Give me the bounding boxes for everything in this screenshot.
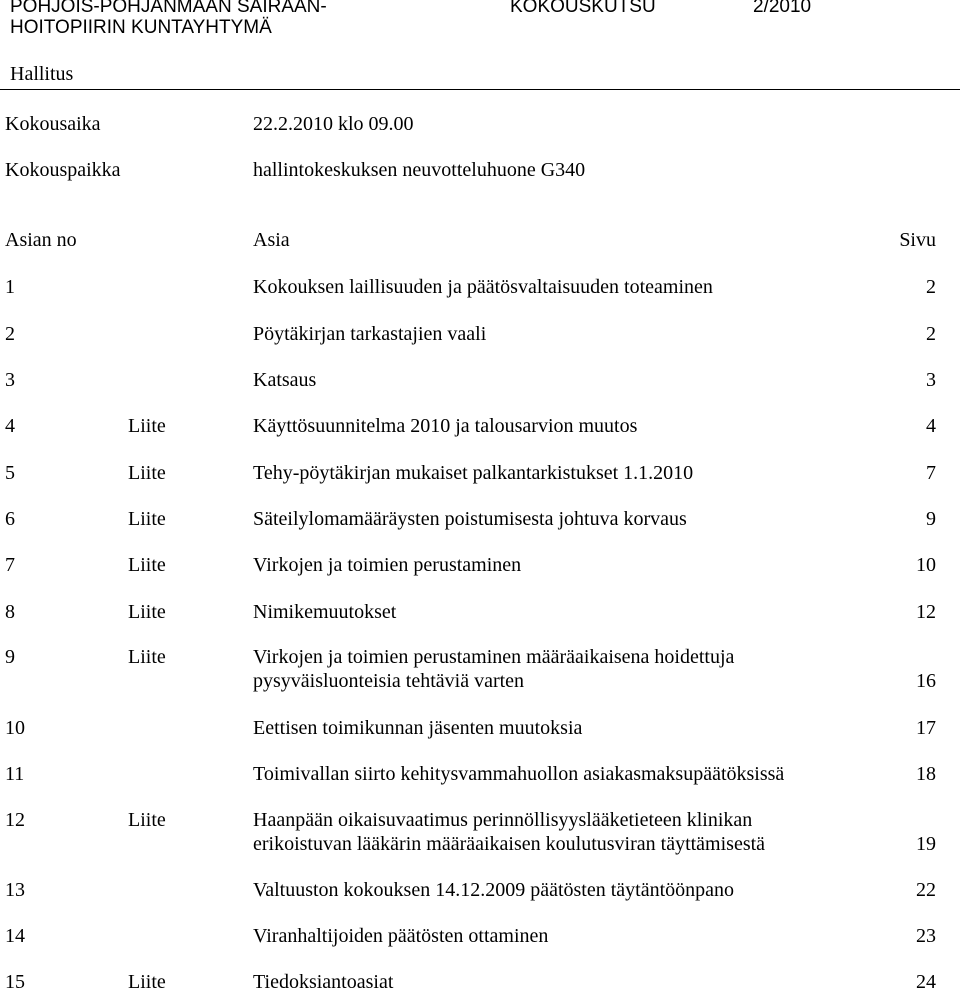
agenda-item-title-line: erikoistuvan lääkärin määräaikaisen koulutusviran täyttämisestä [253,833,766,855]
agenda-item-title [253,970,393,994]
agenda-item [0,762,960,786]
agenda-item-title-line: Virkojen ja toimien perustaminen [253,554,522,576]
agenda-item [0,368,960,392]
agenda-item-number: 8 [5,601,15,623]
agenda-item [0,507,960,531]
agenda-item-number: 7 [5,554,15,576]
agenda-item-title-line: Katsaus [253,369,317,391]
agenda-item-page: 10 [916,554,936,576]
agenda-item-attachment-label: Liite [128,809,166,831]
agenda-item-title-line: Toimivallan siirto kehitysvammahuollon asiakasmaksupäätöksissä [253,763,785,785]
agenda-item-page: 12 [916,601,936,623]
agenda-item-title-line: Viranhaltijoiden päätösten ottaminen [253,925,549,947]
agenda-item-page: 2 [926,323,936,345]
agenda-item-attachment-label: Liite [128,646,166,668]
agenda-item-attachment-label: Liite [128,601,166,623]
agenda-item-page: 3 [926,369,936,391]
agenda-item [0,275,960,299]
column-header-subject: Asia [253,229,290,251]
meeting-time-label: Kokousaika [5,113,101,135]
agenda-item [0,808,960,856]
agenda-item-attachment-label: Liite [128,554,166,576]
agenda-item-number: 10 [5,717,25,739]
agenda-item-title-line: Nimikemuutokset [253,601,397,623]
agenda-item-title-line: Haanpään oikaisuvaatimus perinnöllisyyslääketieteen klinikan [253,809,753,831]
agenda-item-number: 11 [5,763,25,785]
agenda-item [0,461,960,485]
agenda-item-title [253,275,713,299]
agenda-item-title-line: Kokouksen laillisuuden ja päätösvaltaisuuden toteaminen [253,276,713,298]
agenda-item-attachment-label: Liite [128,415,166,437]
agenda-item-attachment-label: Liite [128,462,166,484]
agenda-item-number: 3 [5,369,15,391]
agenda-item-number: 6 [5,508,15,530]
document-type: KOKOUSKUTSU [510,0,656,17]
agenda-item-title-line: Eettisen toimikunnan jäsenten muutoksia [253,717,583,739]
agenda-item-number: 5 [5,462,15,484]
agenda-item-title [253,762,784,786]
agenda-item-title-line: Virkojen ja toimien perustaminen määräaikaisena hoidettuja [253,646,735,668]
agenda-item-title [253,507,687,531]
agenda-item-title [253,414,637,438]
agenda-item [0,924,960,948]
agenda-item-attachment-label: Liite [128,971,166,993]
column-header-number: Asian no [5,229,77,251]
agenda-item-title [253,461,693,485]
agenda-item-number: 15 [5,971,25,993]
agenda-item-number: 14 [5,925,25,947]
agenda-item-page: 4 [926,415,936,437]
agenda-item-title [253,924,548,948]
agenda-item-title-line: Pöytäkirjan tarkastajien vaali [253,323,487,345]
header-divider [0,89,960,90]
meeting-time-value: 22.2.2010 klo 09.00 [253,113,414,135]
agenda-item-attachment-label: Liite [128,508,166,530]
agenda-item-number: 2 [5,323,15,345]
agenda-item [0,414,960,438]
meeting-place-label: Kokouspaikka [5,159,121,181]
agenda-item-title-line: Säteilylomamääräysten poistumisesta johtuva korvaus [253,508,687,530]
agenda-item-number: 1 [5,276,15,298]
agenda-item-number: 13 [5,879,25,901]
agenda-item-page: 7 [926,462,936,484]
agenda-item [0,970,960,994]
agenda-item-title-line: Valtuuston kokouksen 14.12.2009 päätösten täytäntöönpano [253,879,735,901]
agenda-item-page: 9 [926,508,936,530]
agenda-item-title [253,322,486,346]
agenda-item-title [253,645,734,693]
organization-name-line2: HOITOPIIRIN KUNTAYHTYMÄ [10,17,272,38]
agenda-item-title-line: Tiedoksiantoasiat [253,971,394,993]
agenda-item [0,645,960,693]
agenda-item-number: 9 [5,646,15,668]
agenda-item-page: 18 [916,763,936,785]
organization-name-line1: POHJOIS-POHJANMAAN SAIRAAN- [10,0,327,17]
agenda-item-page: 23 [916,925,936,947]
board-name: Hallitus [10,63,74,85]
agenda-item [0,878,960,902]
agenda-item-page: 24 [916,971,936,993]
agenda-item-page: 17 [916,717,936,739]
agenda-item-title-line: Tehy-pöytäkirjan mukaiset palkantarkistukset 1.1.2010 [253,462,694,484]
agenda-item-title-line: Käyttösuunnitelma 2010 ja talousarvion muutos [253,415,638,437]
agenda-item [0,600,960,624]
agenda-item-number: 12 [5,809,25,831]
document-number: 2/2010 [753,0,812,17]
agenda-item [0,553,960,577]
agenda-item [0,322,960,346]
agenda-item-title [253,368,316,392]
agenda-item-page: 19 [916,833,936,855]
agenda-item-title [253,553,521,577]
agenda-item-number: 4 [5,415,15,437]
agenda-item-title-line: pysyväisluonteisia tehtäviä varten [253,670,525,692]
agenda-item-title [253,878,734,902]
agenda-item-title [253,808,765,856]
column-header-page: Sivu [899,229,936,251]
agenda-item-title [253,716,582,740]
agenda-item-page: 16 [916,670,936,692]
agenda-item-page: 22 [916,879,936,901]
agenda-item-title [253,600,396,624]
agenda-item [0,716,960,740]
agenda-item-page: 2 [926,276,936,298]
meeting-place-value: hallintokeskuksen neuvotteluhuone G340 [253,159,586,181]
